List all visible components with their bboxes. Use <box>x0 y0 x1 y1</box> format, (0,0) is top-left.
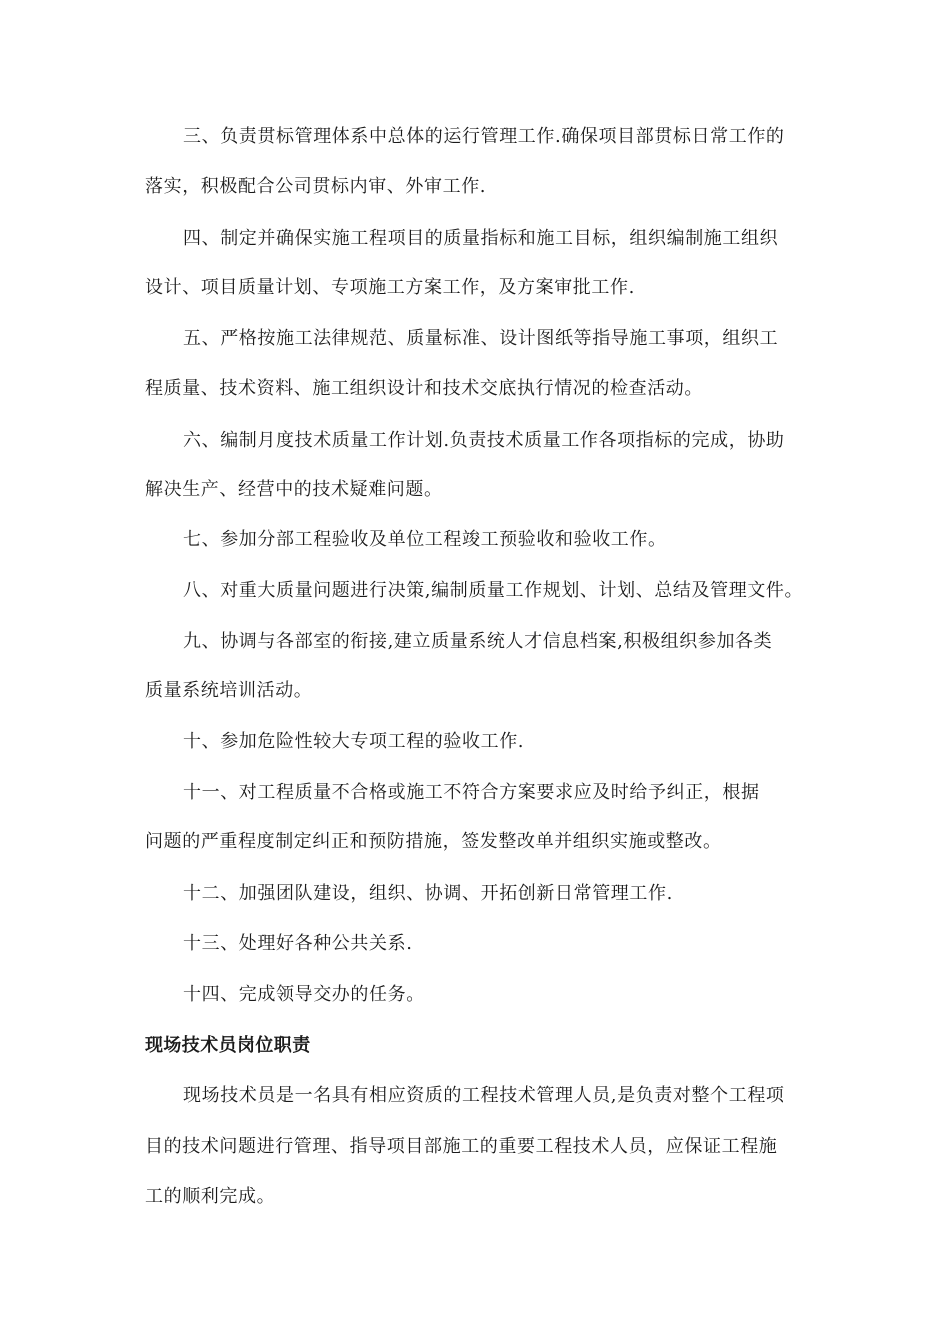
item-5-line-2: 程质量、技术资料、施工组织设计和技术交底执行情况的检查活动。 <box>145 378 703 399</box>
section-heading: 现场技术员岗位职责 <box>145 1035 311 1056</box>
item-9-line-1: 九、协调与各部室的衔接,建立质量系统人才信息档案,积极组织参加各类 <box>183 631 773 652</box>
item-14-line-1: 十四、完成领导交办的任务。 <box>183 984 425 1005</box>
item-11-line-2: 问题的严重程度制定纠正和预防措施，签发整改单并组织实施或整改。 <box>145 831 722 852</box>
item-4-line-2: 设计、项目质量计划、专项施工方案工作，及方案审批工作. <box>145 277 635 298</box>
item-3-line-2: 落实，积极配合公司贯标内审、外审工作. <box>145 176 487 197</box>
item-5-line-1: 五、严格按施工法律规范、质量标准、设计图纸等指导施工事项，组织工 <box>183 328 779 349</box>
item-8-line-1: 八、对重大质量问题进行决策,编制质量工作规划、计划、总结及管理文件。 <box>183 580 804 601</box>
item-4-line-1: 四、制定并确保实施工程项目的质量指标和施工目标，组织编制施工组织 <box>183 228 779 249</box>
item-7-line-1: 七、参加分部工程验收及单位工程竣工预验收和验收工作。 <box>183 529 667 550</box>
item-3-line-1: 三、负责贯标管理体系中总体的运行管理工作.确保项目部贯标日常工作的 <box>183 126 785 147</box>
item-12-line-1: 十二、加强团队建设，组织、协调、开拓创新日常管理工作. <box>183 883 673 904</box>
section-paragraph-line-1: 现场技术员是一名具有相应资质的工程技术管理人员,是负责对整个工程项 <box>183 1085 785 1106</box>
item-9-line-2: 质量系统培训活动。 <box>145 680 313 701</box>
section-paragraph-line-2: 目的技术问题进行管理、指导项目部施工的重要工程技术人员，应保证工程施 <box>145 1136 778 1157</box>
item-10-line-1: 十、参加危险性较大专项工程的验收工作. <box>183 731 525 752</box>
item-11-line-1: 十一、对工程质量不合格或施工不符合方案要求应及时给予纠正，根据 <box>183 782 760 803</box>
item-6-line-1: 六、编制月度技术质量工作计划.负责技术质量工作各项指标的完成，协助 <box>183 430 785 451</box>
section-paragraph-line-3: 工的顺利完成。 <box>145 1186 276 1207</box>
item-6-line-2: 解决生产、经营中的技术疑难问题。 <box>145 479 443 500</box>
item-13-line-1: 十三、处理好各种公共关系. <box>183 933 413 954</box>
